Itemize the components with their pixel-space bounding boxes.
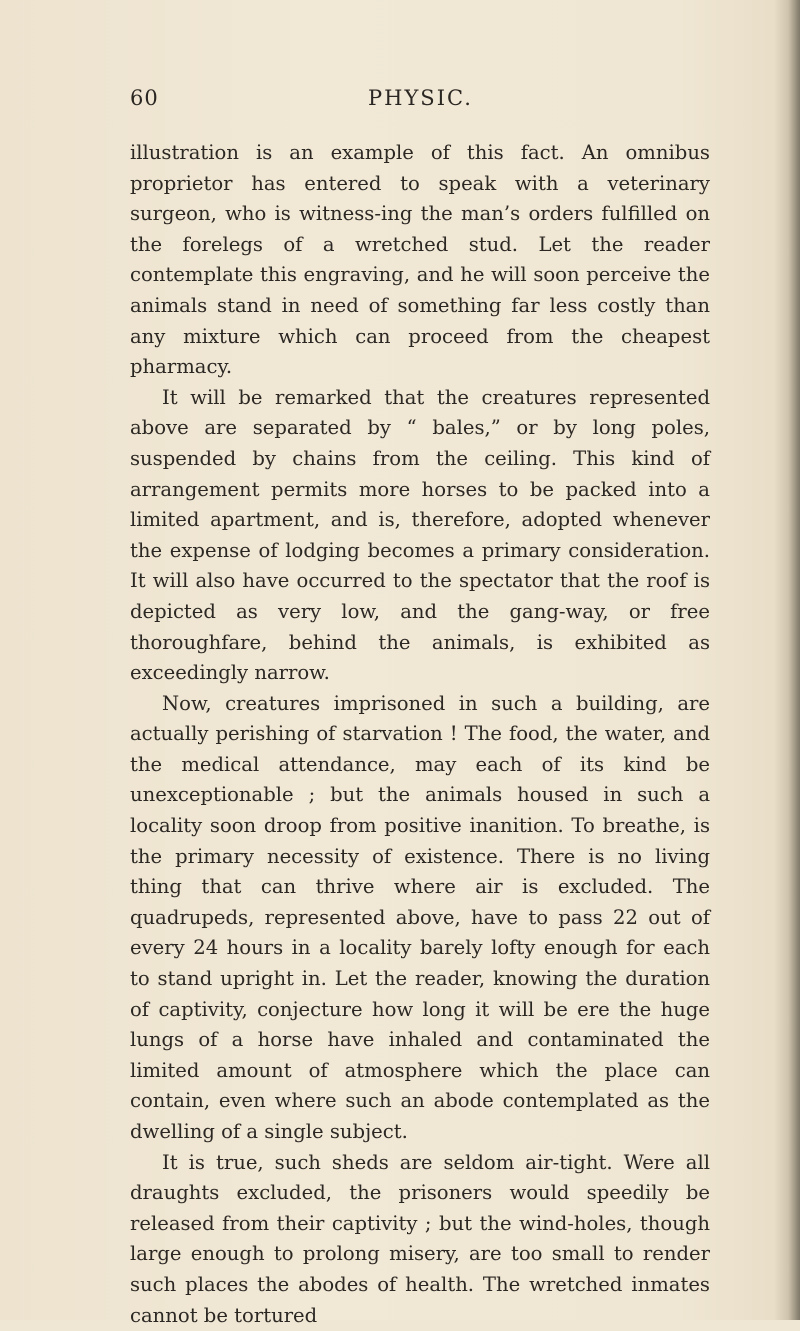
body-text — [130, 138, 710, 1331]
paragraph: Now, creatures imprisoned in such a building, are actually perishing of starvation ! The food, the water, and the medical attendance, may each of its kind be unexceptionable ; but the animals housed in such a locality soon droop from positive inanition. To breathe, is the primary necessity of existence. There is no living thing that can thrive where air is excluded. The quadrupeds, represented above, have to pass 22 out of every 24 hours in a locality barely lofty enough for each to stand upright in. Let the reader, knowing the duration of captivity, conjecture how long it will be ere the huge lungs of a horse have inhaled and contaminated the limited amount of atmosphere which the place can contain, even where such an abode contemplated as the dwelling of a single subject. — [130, 691, 710, 1143]
running-head — [130, 86, 710, 116]
paragraph: It is true, such sheds are seldom air-tight. Were all draughts excluded, the prisoners would speedily be released from their captivity ; but the wind-holes, though large enough to prolong misery, are too small to render such places the abodes of health. The wretched inmates cannot be tortured — [130, 1150, 710, 1327]
paragraph-continued: illustration is an example of this fact. An omnibus proprietor has entered to speak with a veterinary surgeon, who is witness-ing the man’s orders fulfilled on the forelegs of a wretched stud. Let the reader contemplate this engraving, and he will soon perceive the animals stand in need of something far less costly than any mixture which can proceed from the cheapest pharmacy. — [130, 141, 710, 379]
running-title: PHYSIC. — [368, 86, 473, 110]
paragraph: It will be remarked that the creatures represented above are separated by “ bales,” or by long poles, suspended by chains from the ceiling. This kind of arrangement permits more horses to be packed into a limited apartment, and is, therefore, adopted whenever the expense of lodging becomes a primary consideration. It will also have occurred to the spectator that the roof is depicted as very low, and the gang-way, or free thoroughfare, behind the animals, is exhibited as exceedingly narrow. — [130, 385, 710, 685]
page-number: 60 — [130, 86, 159, 110]
